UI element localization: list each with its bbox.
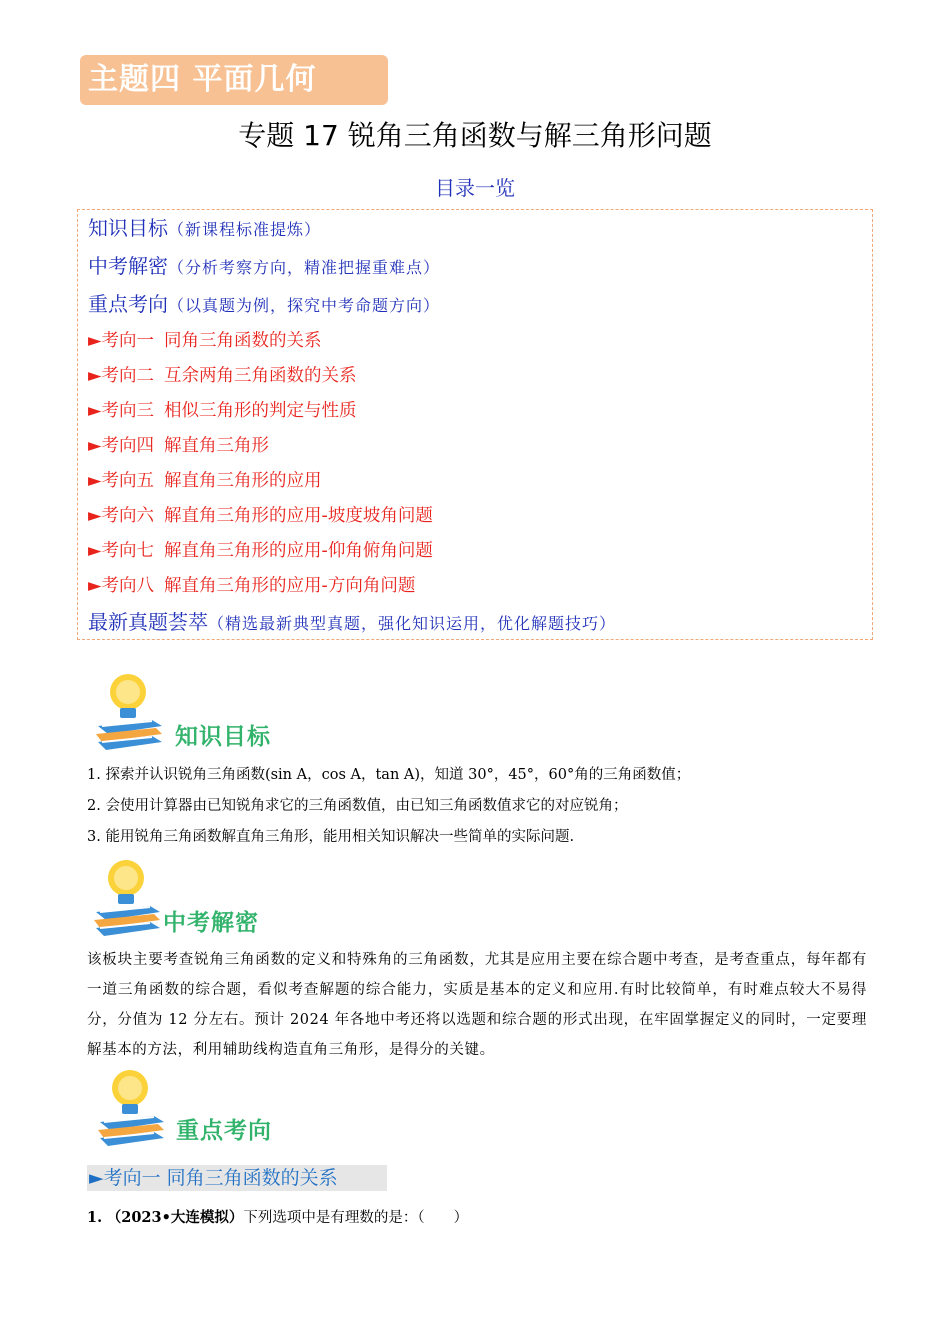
toc-item[interactable]: ►考向四 解直角三角形 (88, 436, 269, 456)
toc-focus[interactable] (88, 288, 440, 317)
lightbulb-books-icon (88, 854, 168, 938)
exam-paragraph: 该板块主要考查锐角三角函数的定义和特殊角的三角函数，尤其是应用主要在综合题中考查，是考查重点，每年都有一道三角函数的综合题，看似考查解题的综合能力，实质是基本的定义和应用.有时比较简单，有时难点较大不易得分，分值为 12 分左右。预计 2024 年各地中考还将以选题和综合题的形式出现，在牢固掌握定义的同时，一定要理解基本的方法，利用辅助线构造直角三角形，是得分的关键。 (87, 952, 867, 1058)
lightbulb-books-icon (92, 1064, 172, 1148)
kaoxiang-heading: ►考向一 同角三角函数的关系 (87, 1165, 387, 1191)
toc-exam[interactable] (88, 250, 440, 279)
lightbulb-books-icon (90, 668, 170, 752)
toc-item[interactable]: ►考向八 解直角三角形的应用-方向角问题 (88, 576, 416, 596)
toc-item[interactable]: ►考向七 解直角三角形的应用-仰角俯角问题 (88, 541, 433, 561)
toc-latest-note: （精选最新典型真题，强化知识运用，优化解题技巧） (208, 614, 617, 633)
section-title-exam: 中考解密 (163, 910, 259, 936)
toc-item[interactable]: ►考向一 同角三角函数的关系 (88, 331, 322, 351)
toc-exam-label: 中考解密 (88, 254, 168, 278)
toc-knowledge-note: （新课程标准提炼） (168, 220, 322, 239)
section-title-focus: 重点考向 (176, 1118, 272, 1144)
knowledge-line: 3. 能用锐角三角函数解直角三角形，能用相关知识解决一些简单的实际问题. (87, 829, 575, 845)
question-number: 1. (87, 1209, 103, 1226)
toc-latest[interactable] (88, 606, 616, 635)
toc-exam-note: （分析考察方向，精准把握重难点） (168, 258, 441, 277)
question-line (87, 1206, 468, 1227)
document-title: 专题 17 锐角三角函数与解三角形问题 (238, 119, 712, 152)
knowledge-line: 2. 会使用计算器由已知锐角求它的三角函数值，由已知三角函数值求它的对应锐角； (87, 798, 628, 814)
toc-focus-label: 重点考向 (88, 292, 168, 316)
section-title-knowledge: 知识目标 (175, 724, 271, 750)
knowledge-line: 1. 探索并认识锐角三角函数(sin A，cos A，tan A)，知道 30°，45°，60°角的三角函数值； (87, 767, 691, 783)
toc-knowledge[interactable] (88, 212, 321, 241)
theme-badge: 主题四 平面几何 (80, 55, 388, 105)
toc-focus-note: （以真题为例，探究中考命题方向） (168, 296, 441, 315)
question-source: （2023•大连模拟） (106, 1209, 244, 1226)
toc-heading: 目录一览 (435, 176, 515, 200)
toc-item[interactable]: ►考向三 相似三角形的判定与性质 (88, 401, 357, 421)
toc-item[interactable]: ►考向六 解直角三角形的应用-坡度坡角问题 (88, 506, 433, 526)
toc-box (77, 209, 873, 640)
toc-knowledge-label: 知识目标 (88, 216, 168, 240)
toc-item[interactable]: ►考向五 解直角三角形的应用 (88, 471, 322, 491)
question-text: 下列选项中是有理数的是：（ ） (243, 1210, 469, 1226)
toc-item[interactable]: ►考向二 互余两角三角函数的关系 (88, 366, 357, 386)
toc-latest-label: 最新真题荟萃 (88, 610, 208, 634)
